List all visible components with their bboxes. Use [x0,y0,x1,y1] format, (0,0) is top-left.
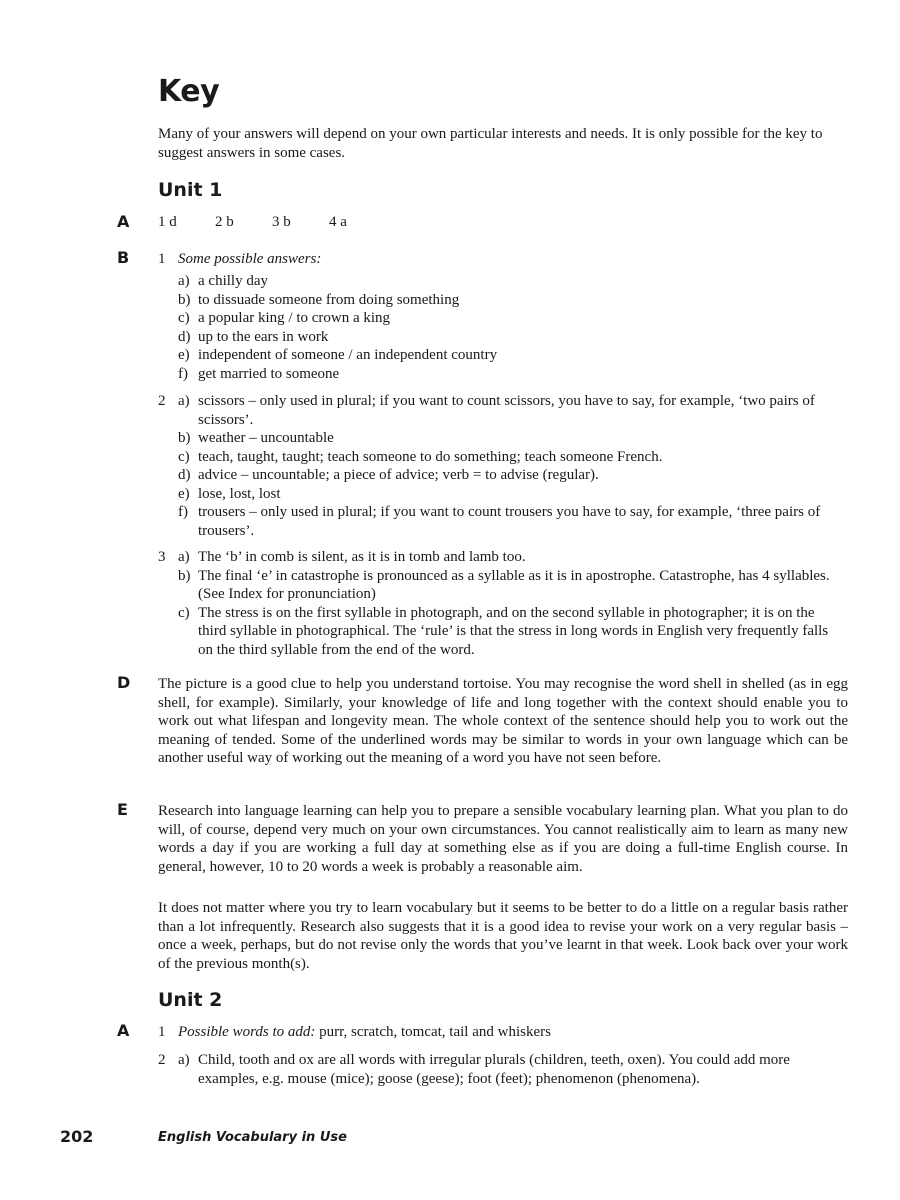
q1-item: d) up to the ears in work [178,328,329,345]
answer-1: 1 d [158,214,177,230]
unit1-section-a-answers [158,213,386,232]
q2-item: b) weather – uncountable [178,430,334,446]
q3-item: a) The ‘b’ in comb is silent, as it is in tomb and lamb too. [178,549,526,565]
q1-item: a) a chilly day [178,273,268,289]
unit2-heading: Unit 2 [158,989,223,1011]
q2-item: c) teach, taught, taught; teach someone to do something; teach someone French. [178,448,663,465]
page-number: 202 [60,1127,94,1146]
q2-item: a) scissors – only used in plural; if you want to count scissors, you have to say, for example, ‘two pairs of scissors’. [178,393,815,428]
q1-number: 1 [158,251,166,267]
unit1-section-b-letter: B [117,248,130,267]
u2-q1-text: Possible words to add: purr, scratch, tomcat, tail and whiskers [178,1024,551,1040]
q1-item: c) a popular king / to crown a king [178,310,391,326]
u2-q1-number: 1 [158,1024,166,1040]
q3-item: b) The final ‘e’ in catastrophe is pronounced as a syllable as it is in apostrophe. Catastrophe, has 4 syllables. (See Index for pronunciation) [178,567,830,602]
answer-2: 2 b [215,214,234,230]
unit1-section-e-para2: It does not matter where you try to learn vocabulary but it seems to be better to do a little on a regular basis rather than a lot infrequently. Research also suggests that it is a good idea to revise your work on a very regular basis – once a week, perhaps, but do not revise only the words that you’ve learnt in that week. Look back over your work of the previous month(s). [158,900,848,972]
q1-item: b) to dissuade someone from doing something [178,291,460,308]
q2-item: d) advice – uncountable; a piece of advice; verb = to advise (regular). [178,467,599,483]
unit1-section-d-text: The picture is a good clue to help you understand tortoise. You may recognise the word shell in shelled (as in egg shell, for example). Similarly, your knowledge of life and long together with the context should enable you to work out what lifespan and longevity mean. The whole context of the sentence should help you to work out the meaning of tended. Some of the underlined words may be similar to words in your own language which can be another useful way of working out the meaning of a word you have not seen before. [158,676,848,766]
u2-q2-number: 2 [158,1052,166,1068]
unit2-section-a-letter: A [117,1021,130,1040]
q2-number: 2 [158,393,166,409]
book-title: English Vocabulary in Use [158,1130,347,1145]
q3-item: c) The stress is on the first syllable in photograph, and on the second syllable in photographer; it is on the third syllable in photographical. The ‘rule’ is that the stress in long words in English very frequently falls on the third syllable from the end of the word. [178,604,829,658]
unit1-section-e-letter: E [117,800,128,819]
unit1-heading: Unit 1 [158,179,223,201]
answer-3: 3 b [272,214,291,230]
answer-4: 4 a [329,214,347,230]
page-title: Key [158,74,220,109]
q1-item: f) get married to someone [178,365,340,382]
q1-lead: Some possible answers: [178,251,322,267]
u2-q2-item: a) Child, tooth and ox are all words with irregular plurals (children, teeth, oxen). You could add more examples, e.g. mouse (mice); goose (geese); foot (feet); phenomenon (phenomena). [178,1052,790,1087]
q1-item: e) independent of someone / an independent country [178,347,498,363]
unit1-section-e-para1: Research into language learning can help you to prepare a sensible vocabulary learning plan. What you plan to do will, of course, depend very much on your own circumstances. You cannot realistically aim to learn as many new words a day if you are working a full day at something else as if you are doing a full-time English course. In general, however, 10 to 20 words a week is probably a reasonable aim. [158,803,848,875]
unit1-section-a-letter: A [117,212,130,231]
intro-paragraph: Many of your answers will depend on your own particular interests and needs. It is only possible for the key to suggest answers in some cases. [158,126,823,161]
q3-number: 3 [158,549,166,565]
q2-item: f) trousers – only used in plural; if you want to count trousers you have to say, for example, ‘three pairs of trousers’. [178,504,821,539]
unit1-section-d-letter: D [117,673,131,692]
q2-item: e) lose, lost, lost [178,485,281,502]
